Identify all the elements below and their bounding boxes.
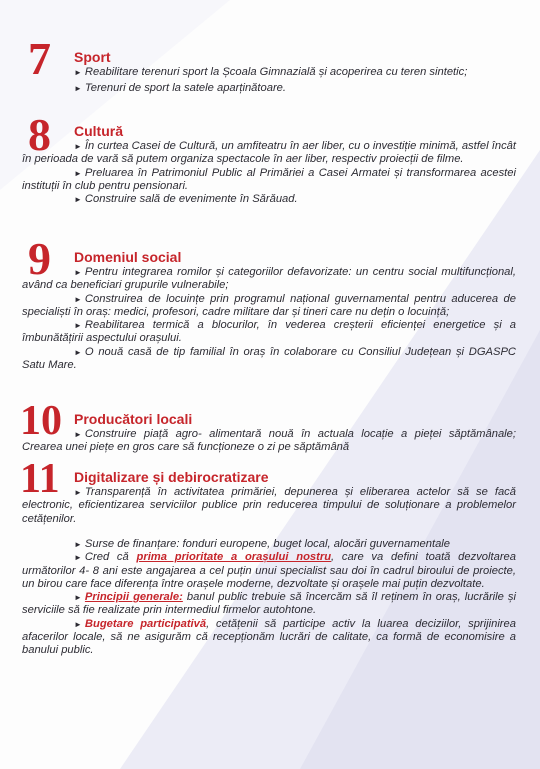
section-sport: [22, 32, 516, 112]
list-item: ► Construirea de locuințe prin programul național guvernamental pentru aducerea de specialiști în oraș: medici, profesori, cadre militare dar și tineri care nu dețin o locuință;: [22, 292, 516, 318]
priority-highlight: prima prioritate a orașului nostru: [136, 551, 332, 564]
section-number: 8: [28, 109, 51, 160]
list-item: ► Pentru integrarea romilor și categoriilor defavorizate: un centru social multifuncțional, având ca beneficiari grupurile vulnerabile;: [22, 266, 516, 292]
section-digitalizare: [22, 458, 516, 538]
list-item: ► Terenuri de sport la satele aparținătoare.: [74, 82, 287, 95]
list-item: ► O nouă casă de tip familial în oraș în colaborare cu Consiliul Județean și DGASPC Satu Mare.: [22, 345, 516, 372]
budget-paragraph: ► Bugetare participativă, cetățenii să participe activ la luarea deciziilor, sprijinirea afacerilor locale, să ne asigurăm că recepționăm lucrări de calitate, ca formă de economisire a banului public.: [22, 617, 516, 657]
section-title: Digitalizare și debirocratizare: [74, 469, 269, 485]
section-title: Producători locali: [74, 411, 193, 427]
section-producatori: [22, 400, 516, 458]
section-title: Cultură: [74, 123, 123, 139]
priority-paragraph: ► Cred că prima prioritate a orașului nostru, care va defini toată dezvoltarea următorilor 4- 8 ani este angajarea a cel puțin unui specialist sau doi în cadrul biroului de proiecte, un birou care face diferența între orașele moderne, dezvoltate și orașele mai puțin dezvoltate.: [22, 551, 516, 590]
list-item: ► Reabilitare terenuri sport la Școala Gimnazială și acoperirea cu teren sintetic;: [74, 66, 468, 78]
section-number: 11: [20, 456, 60, 502]
list-item: ► Construire sală de evenimente în Sărăuad.: [74, 193, 298, 206]
section-number: 9: [28, 233, 51, 284]
section-title: Sport: [74, 49, 111, 65]
funding-paragraph: ► Surse de finanțare: fonduri europene, buget local, alocări guvernamentale: [74, 538, 450, 550]
principles-paragraph: ► Principii generale: banul public trebuie să încercăm să îl reținem în oraș, lucrările și serviciile să fie realizate prin intermediul firmelor autohtone.: [22, 591, 516, 617]
list-item: ► Preluarea în Patrimoniul Public al Primăriei a Casei Armatei și transformarea acestei instituții în club pentru pensionari.: [22, 166, 516, 192]
section-cultura: [22, 109, 516, 236]
list-item: ► Reabilitarea termică a blocurilor, în vederea creșterii eficienței energetice și a îmbunătățirii aspectului orașului.: [22, 319, 516, 345]
section-social: [22, 233, 516, 400]
budget-label: Bugetare participativă: [84, 617, 207, 630]
list-item: ► În curtea Casei de Cultură, un amfiteatru în aer liber, cu o investiție minimă, astfel încât în perioada de vară să putem organiza spectacole în aer liber, respectiv proiecții de filme.: [22, 140, 516, 166]
program-content: [22, 32, 516, 658]
section-title: Domeniul social: [74, 249, 182, 265]
principles-label: Principii generale:: [84, 591, 183, 604]
list-item: ► Construire piață agro- alimentară nouă în actuala locație a pieței săptămânale; Crearea unei piețe en gros care să funcționeze o zi pe săptămână: [22, 428, 516, 454]
closing-notes: [22, 538, 516, 658]
list-item: ► Transparență în activitatea primăriei, depunerea și eliberarea actelor să se facă electronic, eficientizarea serviciilor publice prin reducerea timpului de soluționare a problemelor cetățenilor.: [22, 486, 516, 525]
section-number: 7: [28, 33, 51, 84]
section-number: 10: [20, 398, 62, 444]
